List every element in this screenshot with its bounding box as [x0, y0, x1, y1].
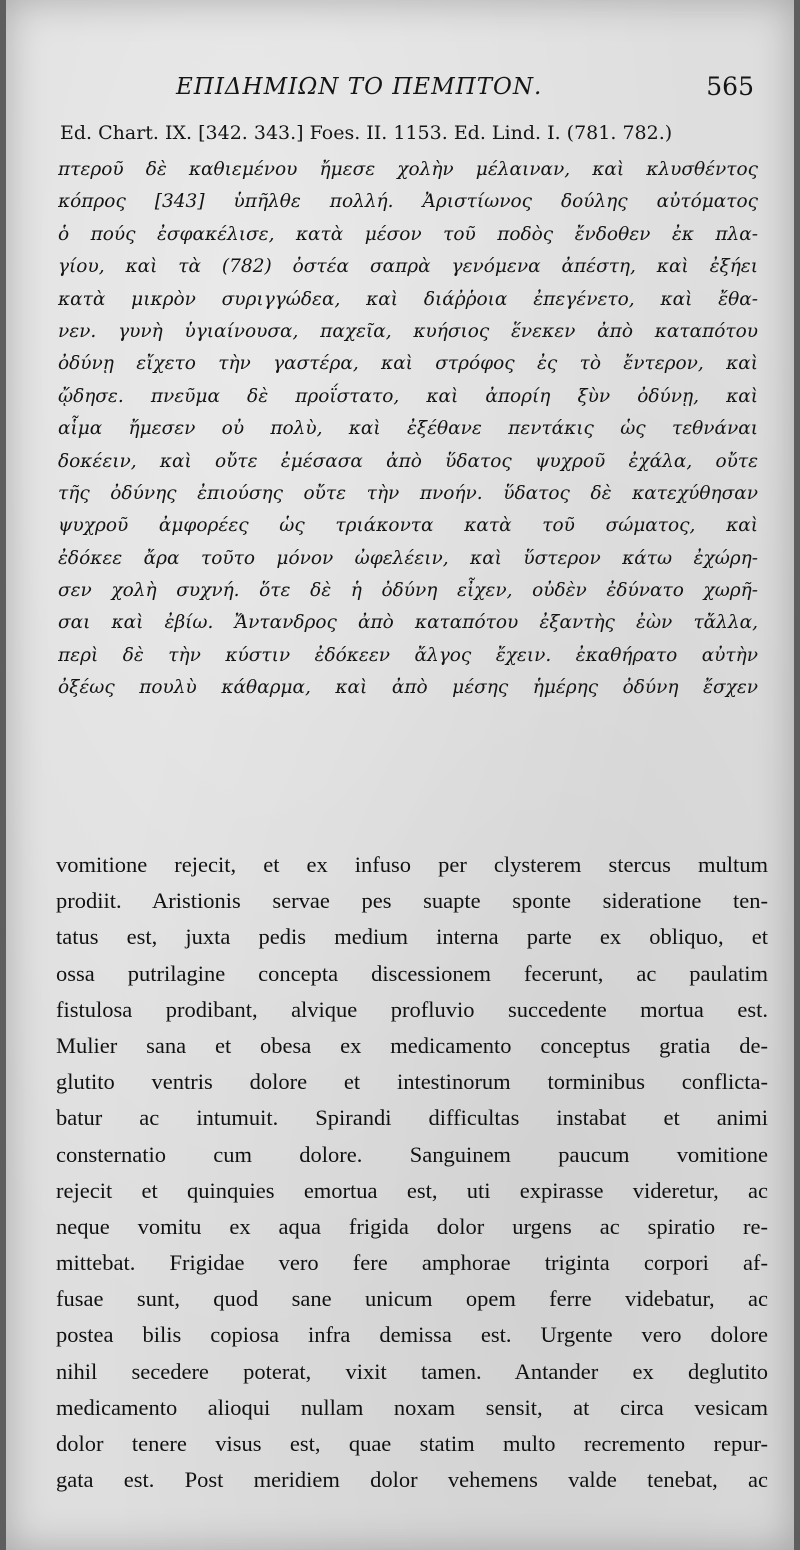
latin-translation-block — [56, 847, 768, 1498]
greek-text-line: ὀξέως πουλὺ κάθαρμα, καὶ ἀπὸ μέσης ἡμέρης ὀδύνη ἔσχεν — [58, 677, 758, 699]
greek-text-line: ᾤδησε. πνεῦμα δὲ προΐστατο, καὶ ἀπορίη ξὺν ὀδύνῃ, καὶ — [58, 385, 758, 407]
latin-text-line: ossa putrilagine concepta discessionem fecerunt, ac paulatim — [56, 960, 768, 986]
greek-text-line: δοκέειν, καὶ οὔτε ἐμέσασα ἀπὸ ὕδατος ψυχροῦ ἐχάλα, οὔτε — [58, 450, 758, 472]
latin-text-line: nihil secedere poterat, vixit tamen. Antander ex deglutito — [56, 1358, 768, 1384]
latin-text-line: rejecit et quinquies emortua est, uti expirasse videretur, ac — [56, 1177, 768, 1203]
latin-text-line: gata est. Post meridiem dolor vehemens valde tenebat, ac — [56, 1467, 768, 1493]
latin-text-line: batur ac intumuit. Spirandi difficultas instabat et animi — [56, 1105, 768, 1131]
greek-text-line: γίου, καὶ τὰ (782) ὀστέα σαπρὰ γενόμενα ἀπέστη, καὶ ἐξήει — [58, 256, 758, 278]
greek-text-line: ὁ πούς ἐσφακέλισε, κατὰ μέσον τοῦ ποδὸς ἔνδοθεν ἐκ πλα- — [58, 223, 758, 245]
book-page — [6, 0, 794, 1550]
latin-text-line: neque vomitu ex aqua frigida dolor urgens ac spiratio re- — [56, 1213, 768, 1239]
latin-text-line: Mulier sana et obesa ex medicamento conceptus gratia de- — [56, 1032, 768, 1058]
latin-text-line: vomitione rejecit, et ex infuso per clysterem stercus multum — [56, 852, 768, 877]
greek-text-block — [58, 154, 758, 705]
greek-text-line: κόπρος [343] ὑπῆλθε πολλή. Ἀριστίωνος δούλης αὐτόματος — [58, 191, 758, 213]
greek-text-line: κατὰ μικρὸν συριγγώδεα, καὶ διάῤῥοια ἐπεγένετο, καὶ ἔθα- — [58, 288, 758, 310]
latin-text-line: fistulosa prodibant, alvique profluvio succedente mortua est. — [56, 996, 768, 1022]
greek-text-line: σεν χολὴ συχνή. ὅτε δὲ ἡ ὀδύνη εἶχεν, οὐδὲν ἐδύνατο χωρῆ- — [58, 580, 758, 602]
latin-text-line: medicamento alioqui nullam noxam sensit, at circa vesicam — [56, 1394, 768, 1420]
greek-text-line: αἷμα ἤμεσεν οὐ πολὺ, καὶ ἐξέθανε πεντάκις ὡς τεθνάναι — [58, 418, 758, 440]
latin-text-line: postea bilis copiosa infra demissa est. Urgente vero dolore — [56, 1322, 768, 1348]
greek-text-line: νεν. γυνὴ ὑγιαίνουσα, παχεῖα, κυήσιος ἕνεκεν ἀπὸ καταπότου — [58, 320, 758, 342]
page-header — [176, 74, 754, 106]
page-number: 565 — [706, 72, 754, 101]
running-title: ΕΠΙΔΗΜΙΩΝ ΤΟ ΠΕΜΠΤΟΝ. — [176, 74, 543, 100]
latin-text-line: prodiit. Aristionis servae pes suapte sponte sideratione ten- — [56, 888, 768, 914]
greek-text-line: τῆς ὀδύνης ἐπιούσης οὔτε τὴν πνοήν. ὕδατος δὲ κατεχύθησαν — [58, 482, 758, 504]
greek-text-line: σαι καὶ ἐβίω. Ἄντανδρος ἀπὸ καταπότου ἐξαντὴς ἐὼν τἄλλα, — [58, 612, 758, 634]
greek-text-line: πτεροῦ δὲ καθιεμένου ἤμεσε χολὴν μέλαιναν, καὶ κλυσθέντος — [58, 159, 758, 180]
greek-text-line: ψυχροῦ ἀμφορέες ὡς τριάκοντα κατὰ τοῦ σώματος, καὶ — [58, 515, 758, 537]
edition-reference-line: Ed. Chart. IX. [342. 343.] Foes. II. 1153. Ed. Lind. I. (781. 782.) — [60, 122, 673, 144]
latin-text-line: tatus est, juxta pedis medium interna parte ex obliquo, et — [56, 924, 768, 950]
latin-text-line: dolor tenere visus est, quae statim multo recremento repur- — [56, 1431, 768, 1456]
greek-text-line: ἐδόκεε ἄρα τοῦτο μόνον ὠφελέειν, καὶ ὕστερον κάτω ἐχώρη- — [58, 547, 758, 569]
greek-text-line: περὶ δὲ τὴν κύστιν ἐδόκεεν ἄλγος ἔχειν. ἐκαθήρατο αὐτὴν — [58, 644, 758, 666]
latin-text-line: consternatio cum dolore. Sanguinem paucum vomitione — [56, 1141, 768, 1167]
latin-text-line: mittebat. Frigidae vero fere amphorae triginta corpori af- — [56, 1250, 768, 1276]
latin-text-line: glutito ventris dolore et intestinorum torminibus conflicta- — [56, 1069, 768, 1095]
greek-text-line: ὀδύνῃ εἴχετο τὴν γαστέρα, καὶ στρόφος ἐς τὸ ἔντερον, καὶ — [58, 353, 758, 375]
latin-text-line: fusae sunt, quod sane unicum opem ferre videbatur, ac — [56, 1286, 768, 1312]
